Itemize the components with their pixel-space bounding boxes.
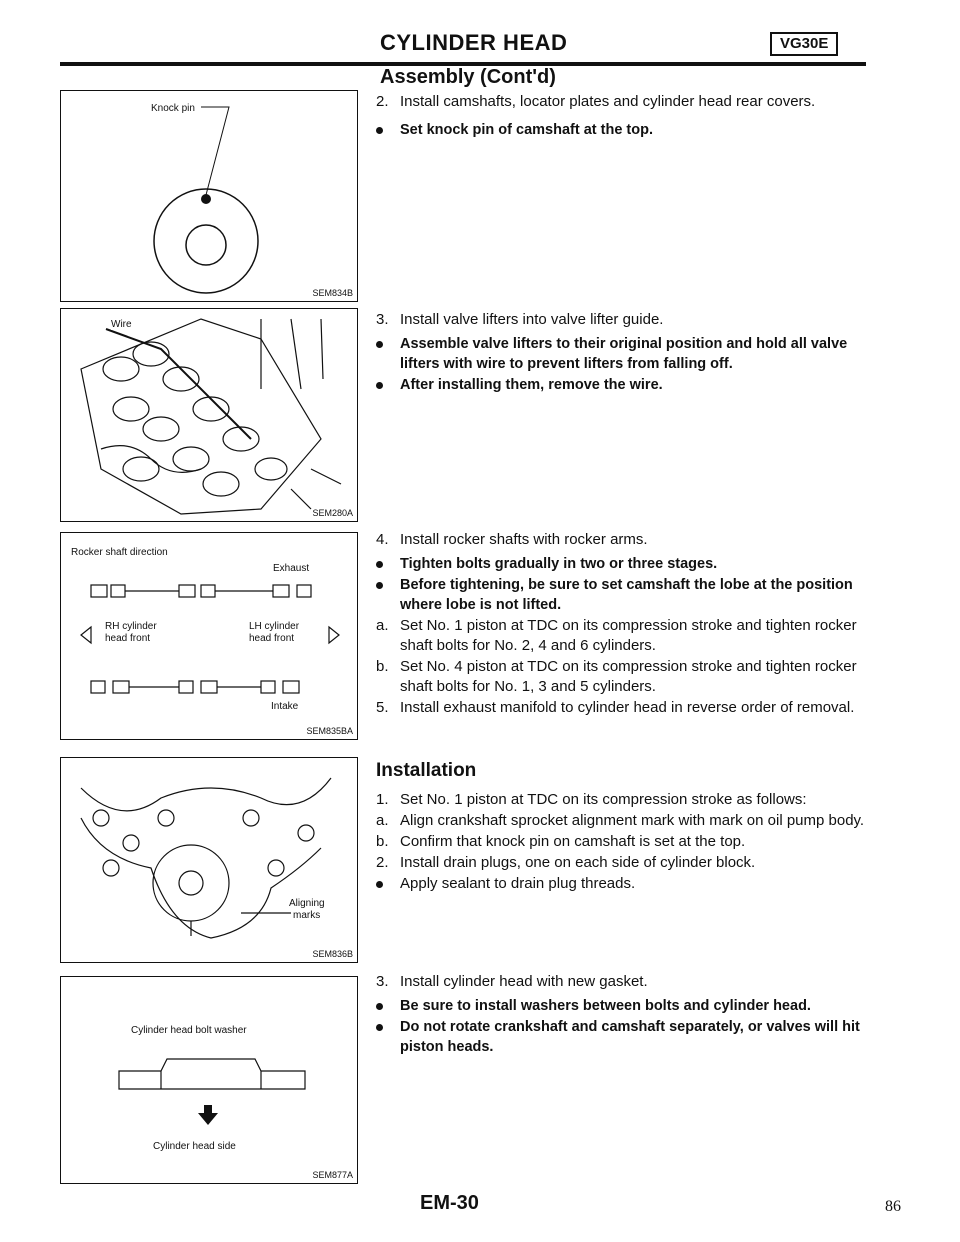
label-rh-head-front: head front	[105, 633, 151, 644]
figure-aligning-marks	[60, 757, 358, 963]
label-wire: Wire	[111, 319, 132, 330]
list-item: a. Set No. 1 piston at TDC on its compression stroke and tighten rocker shaft bolts for No. 2, 4 and 6 cylinders.	[376, 617, 857, 654]
list-item: Assemble valve lifters to their original position and hold all valve lifters with wire to prevent lifters from falling off.	[376, 334, 866, 374]
label-aligning: Aligning	[289, 898, 325, 909]
list-item: b. Confirm that knock pin on camshaft is set at the top.	[376, 833, 746, 850]
list-item: Before tightening, be sure to set camshaft the lobe at the position where lobe is not lifted.	[376, 575, 866, 615]
engine-badge: VG30E	[770, 32, 838, 56]
list-item: 3. Install cylinder head with new gasket.	[376, 973, 648, 990]
section-installation	[376, 790, 866, 895]
figure-valve-lifters-wire	[60, 308, 358, 522]
label-lh-cylinder: LH cylinder	[249, 621, 300, 632]
page-subtitle: Assembly (Cont'd)	[380, 66, 556, 88]
list-item: 3. Install valve lifters into valve lifter guide.	[376, 311, 664, 328]
list-item: 2. Install drain plugs, one on each side of cylinder block.	[376, 854, 756, 871]
list-item: Do not rotate crankshaft and camshaft separately, or valves will hit piston heads.	[376, 1017, 866, 1057]
list-item: a. Align crankshaft sprocket alignment mark with mark on oil pump body.	[376, 812, 865, 829]
footer-section-code: EM-30	[420, 1192, 479, 1214]
page-number: 86	[885, 1198, 901, 1215]
figure-code: SEM835BA	[306, 726, 353, 736]
valve-lifter-illustration	[61, 309, 359, 523]
list-item: 4. Install rocker shafts with rocker arms.	[376, 531, 648, 548]
figure-code: SEM836B	[312, 949, 353, 959]
figure-rocker-shaft-direction	[60, 532, 358, 740]
figure-code: SEM834B	[312, 288, 353, 298]
list-item: 1. Set No. 1 piston at TDC on its compression stroke as follows:	[376, 791, 807, 808]
bolt-washer-illustration	[61, 977, 359, 1185]
label-cylinder-head-bolt-washer: Cylinder head bolt washer	[131, 1025, 247, 1036]
label-intake: Intake	[271, 701, 299, 712]
section-cylinder-head-install	[376, 972, 866, 1058]
list-item: 5. Install exhaust manifold to cylinder head in reverse order of removal.	[376, 699, 855, 716]
list-item: Be sure to install washers between bolts and cylinder head.	[376, 996, 866, 1016]
figure-code: SEM877A	[312, 1170, 353, 1180]
label-rh-cylinder: RH cylinder	[105, 621, 157, 632]
section-heading-installation: Installation	[376, 760, 477, 781]
list-item: After installing them, remove the wire.	[376, 375, 866, 395]
label-rocker-shaft-direction: Rocker shaft direction	[71, 547, 168, 558]
label-exhaust: Exhaust	[273, 563, 310, 574]
section-camshafts	[376, 92, 866, 141]
list-item: 2. Install camshafts, locator plates and cylinder head rear covers.	[376, 93, 816, 110]
section-rocker-shafts	[376, 530, 866, 719]
figure-bolt-washer	[60, 976, 358, 1184]
label-lh-head-front: head front	[249, 633, 295, 644]
knock-pin-illustration	[61, 91, 359, 303]
list-item: Tighten bolts gradually in two or three stages.	[376, 554, 866, 574]
label-cylinder-head-side: Cylinder head side	[153, 1141, 236, 1152]
figure-code: SEM280A	[312, 508, 353, 518]
page-title: CYLINDER HEAD	[380, 30, 568, 55]
oil-pump-illustration	[61, 758, 359, 964]
label-knock-pin: Knock pin	[151, 103, 195, 114]
section-valve-lifters	[376, 310, 866, 396]
label-marks: marks	[293, 910, 321, 921]
list-item: Set knock pin of camshaft at the top.	[376, 120, 866, 140]
figure-knock-pin	[60, 90, 358, 302]
list-item: b. Set No. 4 piston at TDC on its compression stroke and tighten rocker shaft bolts for No. 1, 3 and 5 cylinders.	[376, 658, 857, 695]
list-item: Apply sealant to drain plug threads.	[376, 874, 866, 894]
